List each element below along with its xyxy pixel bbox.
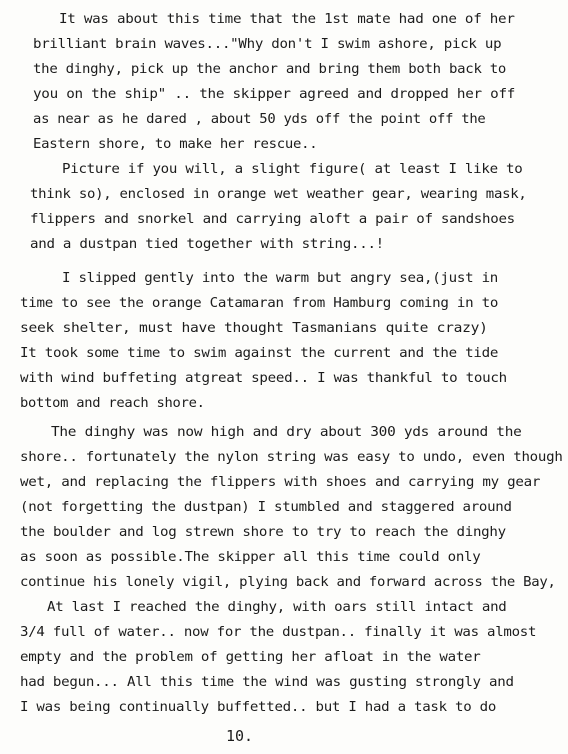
text-line: seek shelter, must have thought Tasmanians quite crazy) bbox=[20, 321, 488, 336]
text-line: empty and the problem of getting her afloat in the water bbox=[20, 650, 481, 665]
text-line: time to see the orange Catamaran from Hamburg coming in to bbox=[20, 296, 499, 311]
text-line: wet, and replacing the flippers with shoes and carrying my gear bbox=[20, 475, 541, 490]
text-line: the dinghy, pick up the anchor and bring them both back to bbox=[33, 62, 507, 77]
text-line: had begun... All this time the wind was gusting strongly and bbox=[20, 675, 514, 690]
text-line: Picture if you will, a slight figure( at least I like to bbox=[62, 162, 523, 177]
text-line: and a dustpan tied together with string...! bbox=[30, 237, 384, 252]
text-line: with wind buffeting atgreat speed.. I was thankful to touch bbox=[20, 371, 507, 386]
text-line: you on the ship" .. the skipper agreed and dropped her off bbox=[33, 87, 516, 102]
text-line: continue his lonely vigil, plying back and forward across the Bay, bbox=[20, 575, 556, 590]
text-line: the boulder and log strewn shore to try to reach the dinghy bbox=[20, 525, 506, 540]
text-line: think so), enclosed in orange wet weather gear, wearing mask, bbox=[30, 187, 527, 202]
text-line: (not forgetting the dustpan) I stumbled and staggered around bbox=[20, 500, 512, 515]
text-line: It was about this time that the 1st mate had one of her bbox=[59, 12, 515, 27]
text-line: flippers and snorkel and carrying aloft a pair of sandshoes bbox=[30, 212, 515, 227]
text-line: brilliant brain waves..."Why don't I swim ashore, pick up bbox=[33, 37, 502, 52]
text-line: as soon as possible.The skipper all this time could only bbox=[20, 550, 481, 565]
text-line: bottom and reach shore. bbox=[20, 396, 205, 411]
text-line: I slipped gently into the warm but angry sea,(just in bbox=[62, 271, 499, 286]
text-line: At last I reached the dinghy, with oars still intact and bbox=[47, 600, 507, 615]
text-line: I was being continually buffetted.. but I had a task to do bbox=[20, 700, 497, 715]
text-line: The dinghy was now high and dry about 300 yds around the bbox=[51, 425, 522, 440]
text-line: Eastern shore, to make her rescue.. bbox=[33, 137, 318, 152]
text-line: as near as he dared , about 50 yds off the point off the bbox=[33, 112, 486, 127]
text-line: 3/4 full of water.. now for the dustpan.. finally it was almost bbox=[20, 625, 537, 640]
text-line: shore.. fortunately the nylon string was easy to undo, even though bbox=[20, 450, 563, 465]
page-number: 10. bbox=[226, 727, 254, 745]
text-line: It took some time to swim against the current and the tide bbox=[20, 346, 499, 361]
